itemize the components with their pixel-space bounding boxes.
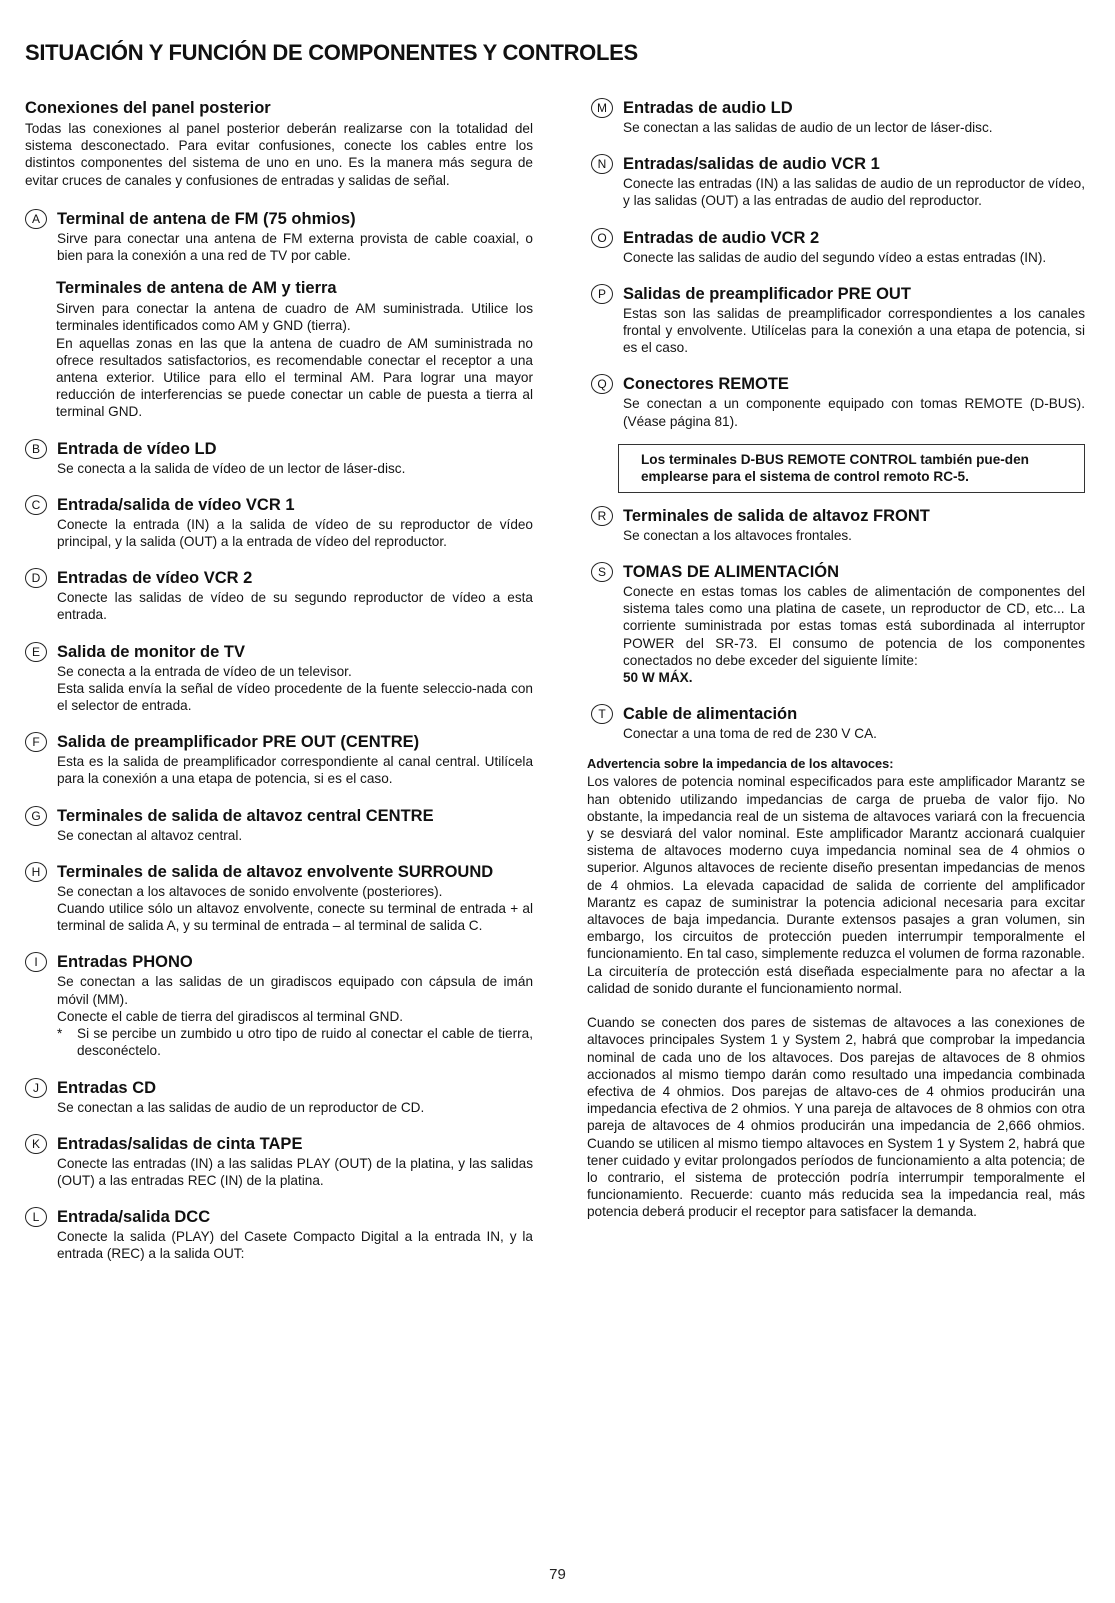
item-o-text: Conecte las salidas de audio del segundo vídeo a estas entradas (IN). [623,249,1047,265]
letter-p-icon: P [591,284,613,304]
letter-f-icon: F [25,732,47,752]
item-m-text: Se conectan a las salidas de audio de un lector de láser-disc. [623,120,993,135]
letter-t-icon: T [591,704,613,724]
letter-g-icon: G [25,806,47,826]
item-i-text-2: Conecte el cable de tierra del giradiscos al terminal GND. [57,1008,404,1024]
item-e-text: Se conecta a la entrada de vídeo de un televisor. [57,663,352,679]
item-i-title: Entradas PHONO [57,953,193,972]
letter-l-icon: L [25,1207,47,1227]
item-h-text: Se conectan a los altavoces de sonido envolvente (posteriores). [57,883,443,899]
item-s-title: TOMAS DE ALIMENTACIÓN [623,563,840,582]
item-e [25,643,533,715]
item-r-text: Se conectan a los altavoces frontales. [623,527,852,543]
letter-c-icon: C [25,495,47,515]
left-column [25,99,533,1263]
page-title: SITUACIÓN Y FUNCIÓN DE COMPONENTES Y CONTROLES [25,40,638,65]
warning-paragraph-1: Los valores de potencia nominal especificados para este amplificador Marantz se han obtenido utilizando impedancias de carga de prueba de valor fijo. No obstante, la impedancia real de un sistema de altavoces variará con la frecuencia y se desviará del valor nominal. Este amplificador Marantz accionará cualquier sistema de altavoces moderno cuya impedancia nominal sea de 4 ohmios o superior. Algunos altavoces de reciente diseño presentan impedancias de menos de 4 ohmios. La elevada capacidad de salida de corriente del amplificador Marantz es capaz de suministrar la potencia adicional necesaria para excitar altavoces de baja impedancia. Durante extensos pasajes a gran volumen, sin embargo, los circuitos de protección pueden interrumpir temporalmente el funcionamiento. En tal caso, simplemente reduzca el volumen de forma razonable. La circuitería de protección está diseñada especialmente para no afectar a la calidad de sonido durante el funcionamiento normal. [587,774,1085,996]
letter-h-icon: H [25,862,47,882]
item-l-text: Conecte la salida (PLAY) del Casete Compacto Digital a la entrada IN, y la entrada (REC) a la salida OUT: [57,1229,533,1262]
warning-heading: Advertencia sobre la impedancia de los altavoces: [587,756,894,772]
am-section-text: Sirven para conectar la antena de cuadro de AM suministrada. Utilice los terminales identificados como AM y GND (tierra). [56,301,533,334]
d-bus-callout-box: Los terminales D-BUS REMOTE CONTROL también pue-den emplearse para el sistema de control remoto RC-5. [618,444,1085,493]
intro-text: Todas las conexiones al panel posterior deberán realizarse con la totalidad del sistema desconectado. Para evitar confusiones, conecte los cables entre los distintos componentes del sistema de uno en uno. Es la manera más segura de evitar cruces de canales y confusiones de entradas y salidas de señal. [25,121,533,188]
item-b-text: Se conecta a la salida de vídeo de un lector de láser-disc. [57,460,406,476]
item-s [591,563,1085,686]
item-p [591,285,1085,357]
item-r-title: Terminales de salida de altavoz FRONT [623,506,930,525]
item-d [25,569,533,623]
item-b-title: Entrada de vídeo LD [57,439,217,458]
letter-e-icon: E [25,642,47,662]
letter-n-icon: N [591,154,613,174]
item-i-note-text: Si se percibe un zumbido u otro tipo de ruido al conectar el cable de tierra, desconéctelo. [77,1026,533,1059]
item-t-text: Conectar a una toma de red de 230 V CA. [623,726,877,742]
item-q-title: Conectores REMOTE [623,375,789,394]
asterisk-icon: * [57,1026,63,1042]
item-i-note [57,1025,533,1059]
right-column [587,99,1085,1221]
item-q [591,375,1085,429]
item-b [25,440,533,477]
item-a [25,210,533,264]
item-p-title: Salidas de preamplificador PRE OUT [623,284,911,303]
item-d-title: Entradas de vídeo VCR 2 [57,569,253,588]
letter-o-icon: O [591,228,613,248]
letter-q-icon: Q [591,374,613,394]
item-f-title: Salida de preamplificador PRE OUT (CENTRE) [57,733,420,752]
item-i-text: Se conectan a las salidas de un giradiscos equipado con cápsula de imán móvil (MM). [57,974,533,1007]
item-c-title: Entrada/salida de vídeo VCR 1 [57,495,295,514]
warning-paragraph-2: Cuando se conecten dos pares de sistemas de altavoces a las conexiones de altavoces principales System 1 y System 2, habrá que comprobar la impedancia nominal de cada uno de los altavoces. Dos parejas de altavoces de 8 ohmios accionados al mismo tiempo darán como resultado una impedancia combinada efectiva de 4 ohmios. Dos parejas de altavo-ces de 4 ohmios producirán una impedancia efectiva de 2 ohmios. Y una pareja de altavoces de 8 ohmios con otra pareja de altavoces de 4 ohmios producirán una impedancia de 2,666 ohmios. Cuando se utilicen al mismo tiempo altavoces en System 1 y System 2, habrá que tener cuidado y evitar prolongados períodos de funcionamiento a alta potencia; de lo contrario, el sistema de protección podría interrumpir temporalmente el funcionamiento. Recuerde: cuanto más reducida sea la impedancia real, más potencia deberá producir el receptor para satisfacer la demanda. [587,1015,1085,1220]
item-t [591,705,1085,742]
letter-j-icon: J [25,1078,47,1098]
item-j-title: Entradas CD [57,1078,157,1097]
item-k [25,1135,533,1189]
item-g-text: Se conectan al altavoz central. [57,827,243,843]
item-i [25,953,533,1059]
item-o [591,229,1085,266]
item-g [25,807,533,844]
item-e-text-2: Esta salida envía la señal de vídeo procedente de la fuente seleccio-nada con el selector de entrada. [57,680,533,714]
item-r [591,507,1085,544]
item-n-title: Entradas/salidas de audio VCR 1 [623,155,880,174]
item-f [25,733,533,787]
item-d-text: Conecte las salidas de vídeo de su segundo reproductor de vídeo a esta entrada. [57,590,533,623]
item-s-power-limit: 50 W MÁX. [623,670,693,686]
item-h-title: Terminales de salida de altavoz envolvente SURROUND [57,862,494,881]
letter-r-icon: R [591,506,613,526]
item-n-text: Conecte las entradas (IN) a las salidas de audio de un reproductor de vídeo, y las salidas (OUT) a las entradas de audio del reproductor. [623,176,1085,209]
item-e-title: Salida de monitor de TV [57,642,245,661]
item-q-text: Se conectan a un componente equipado con tomas REMOTE (D-BUS). (Véase página 81). [623,396,1085,429]
item-f-text: Esta es la salida de preamplificador correspondiente al canal central. Utilícela para la conexión a una etapa de potencia, si es el caso. [57,754,533,787]
page-number: 79 [549,1566,566,1583]
letter-d-icon: D [25,568,47,588]
item-o-title: Entradas de audio VCR 2 [623,228,820,247]
item-l [25,1208,533,1262]
item-a-text: Sirve para conectar una antena de FM externa provista de cable coaxial, o bien para la conexión a una red de TV por cable. [57,230,533,264]
section-heading-rear-panel: Conexiones del panel posterior [25,99,271,117]
item-h-text-2: Cuando utilice sólo un altavoz envolvente, conecte su terminal de entrada + al terminal de salida A, y su terminal de entrada – al terminal de salida C. [57,901,533,934]
letter-i-icon: I [25,952,47,972]
item-n [591,155,1085,209]
item-l-title: Entrada/salida DCC [57,1208,211,1227]
item-j-text: Se conectan a las salidas de audio de un reproductor de CD. [57,1099,425,1115]
item-m [591,99,1085,136]
item-k-text: Conecte las entradas (IN) a las salidas PLAY (OUT) de la platina, y las salidas (OUT) a las entradas REC (IN) de la platina. [57,1155,533,1188]
am-section-title: Terminales de antena de AM y tierra [56,279,337,298]
letter-k-icon: K [25,1134,47,1154]
item-c [25,496,533,550]
item-m-title: Entradas de audio LD [623,99,793,117]
letter-s-icon: S [591,562,613,582]
letter-b-icon: B [25,439,47,459]
am-section-text-2: En aquellas zonas en las que la antena de cuadro de AM suministrada no ofrece resultados satisfactorios, es recomendable conectar el receptor a una antena exterior. Utilice para ello el terminal AM. Para lograr una mayor reducción de interferencias se puede conectar un cable de puesta a tierra al terminal GND. [56,335,533,420]
item-h [25,863,533,935]
item-j [25,1079,533,1116]
item-k-title: Entradas/salidas de cinta TAPE [57,1134,303,1153]
item-s-text: Conecte en estas tomas los cables de alimentación de componentes del sistema tales como una platina de casete, un reproductor de CD, etc... La corriente suministrada por estas tomas está subordinada al interruptor POWER del SR-73. El consumo de potencia de los componentes conectados no debe exceder del siguiente límite: [623,584,1085,668]
item-c-text: Conecte la entrada (IN) a la salida de vídeo de su reproductor de vídeo principal, y la salida (OUT) a la entrada de vídeo del reproductor. [57,516,533,550]
item-p-text: Estas son las salidas de preamplificador correspondientes a los canales frontal y envolvente. Utilícelas para la conexión a una etapa de potencia, si es el caso. [623,305,1085,356]
item-g-title: Terminales de salida de altavoz central CENTRE [57,806,434,825]
item-a-title: Terminal de antena de FM (75 ohmios) [57,209,356,228]
letter-a-icon: A [25,209,47,229]
letter-m-icon: M [591,98,613,118]
item-t-title: Cable de alimentación [623,705,798,724]
